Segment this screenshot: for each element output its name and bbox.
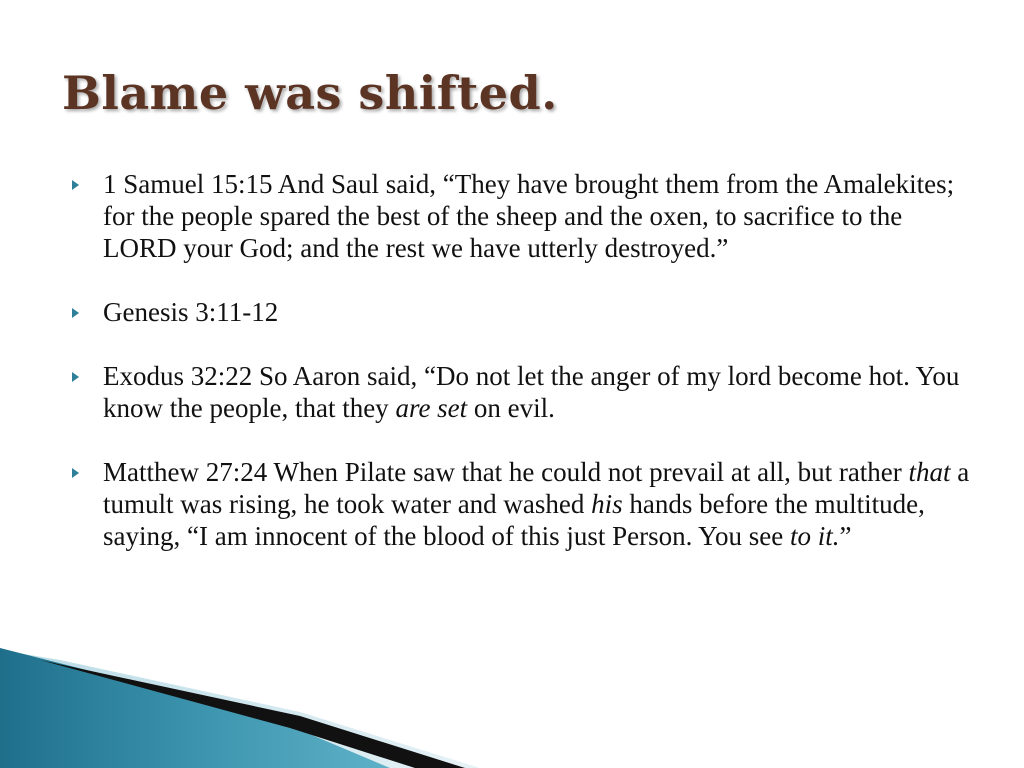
italic-text-segment: his: [591, 489, 623, 519]
italic-text-segment: to it.: [789, 521, 840, 551]
swoosh-teal-band: [0, 648, 390, 768]
slide-title: Blame was shifted.: [62, 66, 558, 120]
bullet-list: [72, 168, 972, 584]
triangle-bullet-icon: [72, 372, 79, 382]
text-segment: Exodus 32:22 So Aaron said, “Do not let the anger of my lord become hot. You know the people, that they: [103, 361, 960, 423]
triangle-bullet-icon: [72, 468, 79, 478]
bullet-text: [103, 361, 959, 423]
text-segment: Genesis 3:11-12: [103, 297, 279, 327]
text-segment: ”: [839, 521, 852, 551]
italic-text-segment: are set: [395, 393, 468, 423]
text-segment: on evil.: [467, 393, 555, 423]
text-segment: Matthew 27:24 When Pilate saw that he could not prevail at all, but rather: [103, 457, 909, 487]
text-segment: 1 Samuel 15:15 And Saul said, “They have brought them from the Amalekites; for the people spared the best of the sheep and the oxen, to sacrifice to the LORD your God; and the rest we have utterly destroyed.”: [103, 169, 955, 263]
bullet-text: [103, 169, 954, 263]
bullet-item: [72, 296, 972, 328]
text-segment: hands before the multitude, saying, “I am innocent of the blood of this just Person. You see: [103, 489, 925, 551]
triangle-bullet-icon: [72, 180, 79, 190]
bullet-text: [103, 457, 969, 551]
italic-text-segment: that: [908, 457, 951, 487]
text-segment: a tumult was rising, he took water and washed: [103, 457, 970, 519]
bullet-item: [72, 456, 972, 552]
bullet-item: [72, 168, 972, 264]
triangle-bullet-icon: [72, 308, 79, 318]
bullet-text: [103, 297, 278, 327]
bullet-item: [72, 360, 972, 424]
